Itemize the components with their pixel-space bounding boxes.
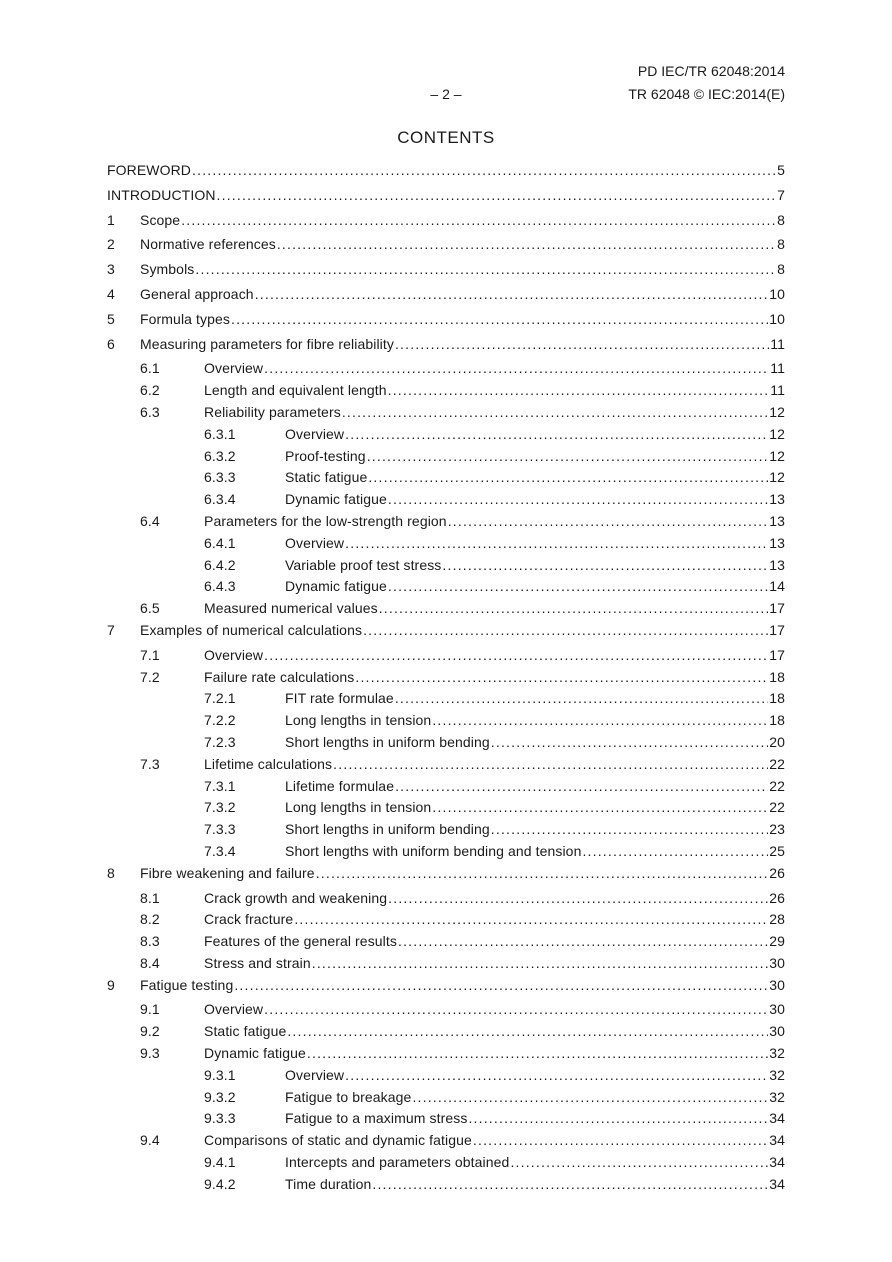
toc-entry-page: 25	[769, 842, 785, 859]
toc-entry[interactable]	[107, 162, 785, 187]
toc-entry-page: 11	[770, 382, 785, 399]
toc-entry-number: 7.3.3	[204, 821, 236, 838]
toc-entry-title: Lifetime formulae	[285, 777, 395, 794]
toc-entry-number: 6.4.3	[204, 578, 236, 595]
toc-entry-title: Overview	[204, 360, 264, 377]
toc-entry[interactable]	[107, 1176, 785, 1198]
dot-leader	[316, 865, 769, 881]
dot-leader	[432, 799, 768, 815]
dot-leader	[388, 890, 768, 906]
toc-entry-number: 7.3	[140, 755, 160, 772]
toc-entry-title: FOREWORD	[107, 162, 192, 178]
toc-entry-number: 9.3.3	[204, 1110, 236, 1127]
toc-entry-number: 7.3.4	[204, 842, 236, 859]
toc-entry-number: 6.3.3	[204, 469, 236, 486]
toc-entry-number: 6	[107, 335, 115, 352]
toc-entry[interactable]	[107, 578, 785, 600]
toc-entry[interactable]	[107, 821, 785, 843]
dot-leader	[388, 578, 768, 594]
toc-entry-page: 28	[769, 911, 785, 928]
dot-leader	[355, 669, 768, 685]
toc-entry-number: 2	[107, 236, 115, 253]
toc-entry[interactable]	[107, 311, 785, 336]
dot-leader	[231, 311, 768, 327]
toc-entry-title: Overview	[204, 646, 264, 663]
dot-leader	[363, 622, 768, 638]
toc-entry-number: 9	[107, 976, 115, 993]
toc-entry-number: 8.1	[140, 889, 160, 906]
toc-entry[interactable]	[107, 557, 785, 579]
toc-entry[interactable]	[107, 426, 785, 448]
dot-leader	[342, 404, 768, 420]
dot-leader	[277, 236, 776, 252]
dot-leader	[372, 1176, 768, 1192]
toc-entry[interactable]	[107, 1045, 785, 1067]
toc-entry[interactable]	[107, 865, 785, 890]
dot-leader	[294, 911, 768, 927]
toc-entry-number: 7.2.3	[204, 733, 236, 750]
dot-leader	[368, 469, 768, 485]
toc-entry-page: 34	[769, 1175, 785, 1192]
toc-entry-title: Crack growth and weakening	[204, 889, 388, 906]
dot-leader	[442, 557, 768, 573]
toc-entry-page: 8	[777, 236, 785, 253]
toc-entry[interactable]	[107, 360, 785, 382]
toc-entry-page: 22	[769, 777, 785, 794]
toc-entry[interactable]	[107, 756, 785, 778]
toc-entry-title: Proof-testing	[285, 447, 366, 464]
dot-leader	[388, 491, 768, 507]
toc-entry-page: 18	[769, 668, 785, 685]
dot-leader	[345, 1067, 768, 1083]
toc-entry-page: 20	[769, 733, 785, 750]
dot-leader	[510, 1154, 768, 1170]
dot-leader	[491, 821, 768, 837]
toc-entry-page: 12	[769, 447, 785, 464]
copyright-line: TR 62048 © IEC:2014(E)	[628, 86, 785, 102]
toc-entry-title: Length and equivalent length	[204, 382, 387, 399]
toc-entry-page: 26	[769, 889, 785, 906]
toc-entry-page: 29	[769, 933, 785, 950]
dot-leader	[412, 1089, 768, 1105]
toc-entry[interactable]	[107, 622, 785, 647]
dot-leader	[468, 1110, 768, 1126]
toc-entry[interactable]	[107, 1001, 785, 1023]
dot-leader	[395, 336, 769, 352]
toc-entry-number: 9.4.2	[204, 1175, 236, 1192]
toc-entry-title: Short lengths in uniform bending	[285, 733, 490, 750]
toc-entry-page: 30	[769, 954, 785, 971]
toc-entry-page: 12	[769, 469, 785, 486]
toc-entry-title: Short lengths in uniform bending	[285, 821, 490, 838]
toc-entry-number: 9.3	[140, 1045, 160, 1062]
toc-entry[interactable]	[107, 382, 785, 404]
toc-entry-title: Stress and strain	[204, 954, 311, 971]
toc-entry-title: Fatigue testing	[140, 976, 234, 993]
toc-entry[interactable]	[107, 734, 785, 756]
dot-leader	[473, 1132, 768, 1148]
toc-entry-title: Overview	[285, 1066, 345, 1083]
dot-leader	[367, 448, 769, 464]
toc-entry-page: 34	[769, 1132, 785, 1149]
toc-entry-page: 30	[769, 976, 785, 993]
toc-entry-title: Lifetime calculations	[204, 755, 333, 772]
dot-leader	[333, 756, 768, 772]
toc-entry[interactable]	[107, 911, 785, 933]
dot-leader	[307, 1045, 768, 1061]
toc-entry-title: Dynamic fatigue	[285, 578, 387, 595]
toc-entry[interactable]	[107, 513, 785, 535]
toc-entry-title: Dynamic fatigue	[204, 1045, 306, 1062]
toc-entry-title: Scope	[140, 211, 181, 228]
toc-entry[interactable]	[107, 977, 785, 1002]
toc-entry-page: 12	[769, 403, 785, 420]
page-number: – 2 –	[430, 86, 462, 102]
toc-entry-title: Short lengths with uniform bending and tension	[285, 842, 582, 859]
toc-entry-page: 11	[770, 335, 785, 352]
toc-entry-title: Intercepts and parameters obtained	[285, 1154, 510, 1171]
toc-entry-title: Fatigue to breakage	[285, 1088, 412, 1105]
toc-entry-title: INTRODUCTION	[107, 186, 216, 203]
dot-leader	[582, 843, 768, 859]
toc-entry-number: 6.3	[140, 403, 160, 420]
toc-entry[interactable]	[107, 669, 785, 691]
toc-entry-title: Static fatigue	[204, 1023, 287, 1040]
dot-leader	[195, 261, 776, 277]
toc-entry[interactable]	[107, 236, 785, 261]
page-title: CONTENTS	[397, 128, 495, 147]
toc-entry-page: 17	[769, 646, 785, 663]
toc-entry[interactable]	[107, 778, 785, 800]
toc-entry[interactable]	[107, 890, 785, 912]
toc-entry-title: Dynamic fatigue	[285, 491, 387, 508]
toc-entry-title: Reliability parameters	[204, 403, 341, 420]
toc-entry-page: 30	[769, 1001, 785, 1018]
toc-entry[interactable]	[107, 647, 785, 669]
dot-leader	[395, 778, 768, 794]
dot-leader	[264, 647, 768, 663]
toc-entry[interactable]	[107, 799, 785, 821]
dot-leader	[264, 360, 769, 376]
toc-entry-title: Static fatigue	[285, 469, 368, 486]
toc-entry-number: 6.5	[140, 600, 160, 617]
toc-entry[interactable]	[107, 336, 785, 361]
toc-entry-page: 7	[777, 186, 785, 203]
toc-entry-title: Variable proof test stress	[285, 556, 442, 573]
dot-leader	[217, 187, 777, 203]
toc-entry-title: Overview	[285, 425, 345, 442]
toc-entry-page: 13	[769, 534, 785, 551]
toc-entry-title: Measured numerical values	[204, 600, 378, 617]
toc-entry-number: 6.1	[140, 360, 160, 377]
toc-entry-title: Overview	[204, 1001, 264, 1018]
toc-entry[interactable]	[107, 1023, 785, 1045]
toc-entry-number: 8	[107, 864, 115, 881]
toc-entry-page: 5	[777, 162, 785, 178]
toc-entry[interactable]	[107, 212, 785, 237]
toc-entry-page: 32	[769, 1088, 785, 1105]
dot-leader	[491, 734, 768, 750]
toc-entry-number: 7.2	[140, 668, 160, 685]
toc-entry-title: Fibre weakening and failure	[140, 864, 315, 881]
toc-entry[interactable]	[107, 404, 785, 426]
toc-entry-title: FIT rate formulae	[285, 690, 394, 707]
toc-entry-title: Time duration	[285, 1175, 372, 1192]
dot-leader	[255, 286, 769, 302]
toc-entry[interactable]	[107, 187, 785, 212]
toc-entry-title: Examples of numerical calculations	[140, 621, 363, 638]
dot-leader	[192, 162, 776, 178]
toc-entry[interactable]	[107, 469, 785, 491]
toc-entry-page: 14	[769, 578, 785, 595]
toc-entry-page: 13	[769, 556, 785, 573]
toc-entry-title: Overview	[285, 534, 345, 551]
dot-leader	[379, 600, 769, 616]
table-of-contents	[107, 162, 785, 1198]
toc-entry[interactable]	[107, 1110, 785, 1132]
toc-entry-number: 6.4.2	[204, 556, 236, 573]
toc-entry-page: 32	[769, 1066, 785, 1083]
dot-leader	[264, 1001, 768, 1017]
toc-entry[interactable]	[107, 1089, 785, 1111]
toc-entry-title: Symbols	[140, 261, 195, 278]
toc-entry-title: Failure rate calculations	[204, 668, 355, 685]
toc-entry-number: 7.2.1	[204, 690, 236, 707]
toc-entry-page: 8	[777, 211, 785, 228]
toc-entry-title: Comparisons of static and dynamic fatigue	[204, 1132, 472, 1149]
toc-entry-page: 18	[769, 690, 785, 707]
toc-entry-title: Features of the general results	[204, 933, 397, 950]
toc-entry-number: 7.3.2	[204, 799, 236, 816]
toc-entry-title: Long lengths in tension	[285, 712, 432, 729]
toc-entry-number: 7.2.2	[204, 712, 236, 729]
toc-entry-number: 6.3.1	[204, 425, 236, 442]
toc-entry-page: 17	[769, 621, 785, 638]
toc-entry-number: 7	[107, 621, 115, 638]
toc-entry-title: Normative references	[140, 236, 276, 253]
dot-leader	[432, 712, 768, 728]
toc-entry-page: 8	[777, 261, 785, 278]
dot-leader	[234, 977, 768, 993]
document-id: PD IEC/TR 62048:2014	[637, 63, 785, 79]
dot-leader	[388, 382, 770, 398]
toc-entry-page: 10	[769, 285, 785, 302]
toc-entry-page: 12	[769, 425, 785, 442]
toc-entry-title: General approach	[140, 285, 254, 302]
toc-entry-title: Formula types	[140, 310, 230, 327]
toc-entry-page: 10	[769, 310, 785, 327]
toc-entry-number: 1	[107, 211, 115, 228]
toc-entry-title: Fatigue to a maximum stress	[285, 1110, 468, 1127]
dot-leader	[448, 513, 769, 529]
toc-entry-number: 9.1	[140, 1001, 160, 1018]
toc-entry[interactable]	[107, 600, 785, 622]
toc-entry-number: 9.2	[140, 1023, 160, 1040]
toc-entry-number: 8.3	[140, 933, 160, 950]
toc-entry-page: 26	[769, 864, 785, 881]
toc-entry[interactable]	[107, 955, 785, 977]
toc-entry-title: Measuring parameters for fibre reliability	[140, 335, 394, 352]
toc-entry-number: 3	[107, 261, 115, 278]
toc-entry-number: 9.3.1	[204, 1066, 236, 1083]
toc-entry-number: 8.2	[140, 911, 160, 928]
dot-leader	[345, 426, 768, 442]
toc-entry-number: 6.3.4	[204, 491, 236, 508]
toc-entry-page: 22	[769, 755, 785, 772]
toc-entry-number: 6.3.2	[204, 447, 236, 464]
toc-entry-number: 7.3.1	[204, 777, 236, 794]
toc-entry-title: Long lengths in tension	[285, 799, 432, 816]
toc-entry-number: 9.4.1	[204, 1154, 236, 1171]
toc-entry[interactable]	[107, 933, 785, 955]
toc-entry-page: 18	[769, 712, 785, 729]
toc-entry-number: 8.4	[140, 954, 160, 971]
dot-leader	[181, 212, 776, 228]
toc-entry-number: 6.4.1	[204, 534, 236, 551]
toc-entry[interactable]	[107, 690, 785, 712]
toc-entry-page: 17	[769, 600, 785, 617]
toc-entry-page: 34	[769, 1154, 785, 1171]
toc-entry-number: 6.4	[140, 512, 160, 529]
toc-entry-number: 6.2	[140, 382, 160, 399]
toc-entry-number: 7.1	[140, 646, 160, 663]
toc-entry-page: 22	[769, 799, 785, 816]
toc-entry-page: 32	[769, 1045, 785, 1062]
toc-entry[interactable]	[107, 448, 785, 470]
toc-entry[interactable]	[107, 286, 785, 311]
toc-entry[interactable]	[107, 261, 785, 286]
toc-entry[interactable]	[107, 1132, 785, 1154]
dot-leader	[395, 690, 768, 706]
dot-leader	[287, 1023, 768, 1039]
dot-leader	[312, 955, 768, 971]
toc-entry-page: 13	[769, 512, 785, 529]
toc-entry-number: 5	[107, 310, 115, 327]
dot-leader	[398, 933, 768, 949]
toc-entry[interactable]	[107, 491, 785, 513]
toc-entry-page: 34	[769, 1110, 785, 1127]
dot-leader	[345, 535, 768, 551]
toc-entry[interactable]	[107, 712, 785, 734]
toc-entry[interactable]	[107, 843, 785, 865]
toc-entry[interactable]	[107, 535, 785, 557]
toc-entry-page: 30	[769, 1023, 785, 1040]
toc-entry-number: 9.3.2	[204, 1088, 236, 1105]
toc-entry-number: 9.4	[140, 1132, 160, 1149]
toc-entry[interactable]	[107, 1067, 785, 1089]
toc-entry[interactable]	[107, 1154, 785, 1176]
toc-entry-title: Parameters for the low-strength region	[204, 512, 447, 529]
toc-entry-title: Crack fracture	[204, 911, 294, 928]
toc-entry-page: 23	[769, 821, 785, 838]
toc-entry-page: 11	[770, 360, 785, 377]
toc-entry-page: 13	[769, 491, 785, 508]
toc-entry-number: 4	[107, 285, 115, 302]
